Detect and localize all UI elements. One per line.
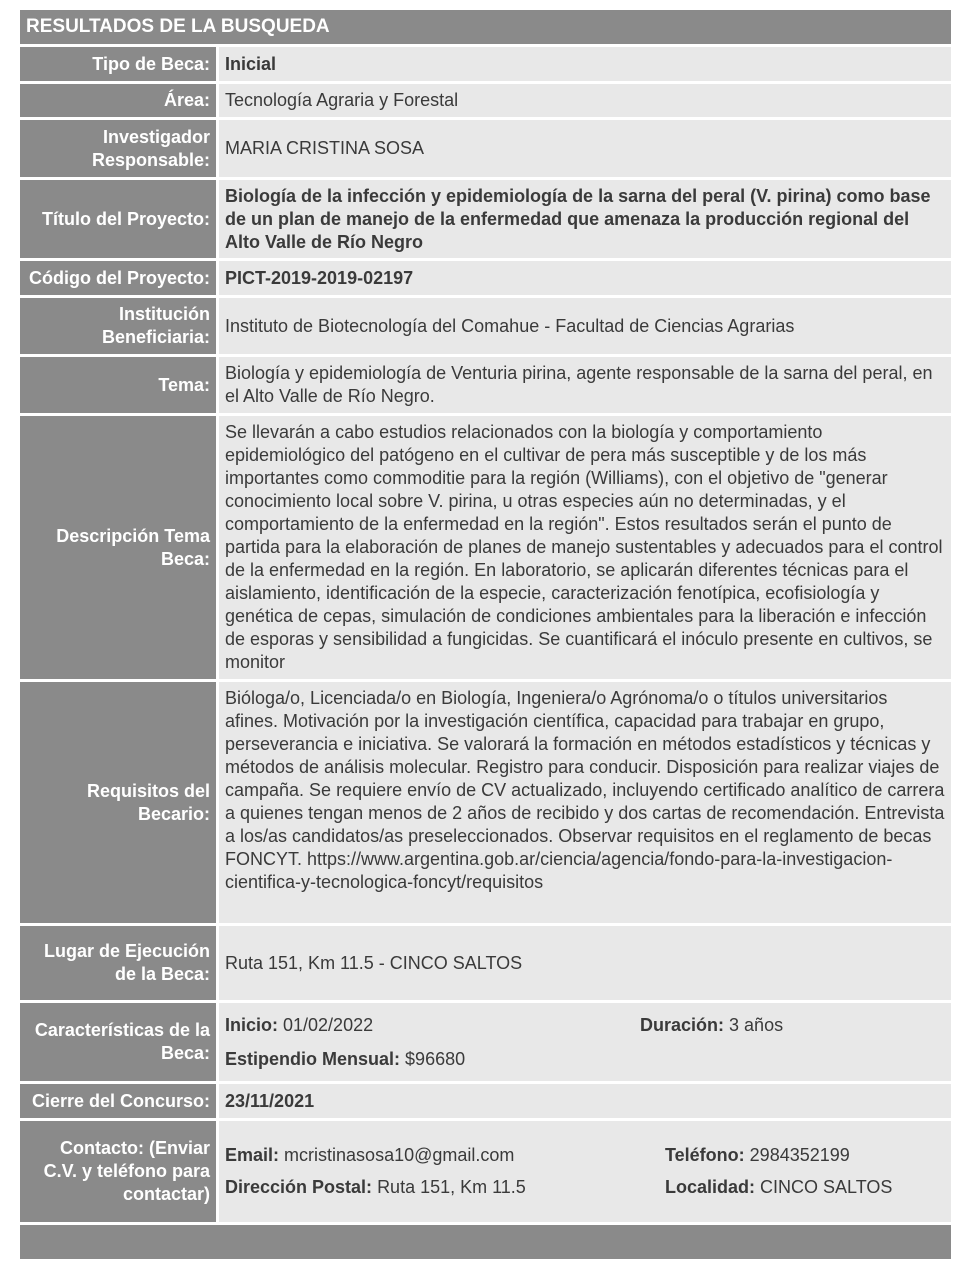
results-table	[20, 10, 951, 1259]
value-investigador: MARIA CRISTINA SOSA	[219, 120, 951, 177]
label-area: Área:	[20, 84, 216, 117]
inicio-key: Inicio:	[225, 1014, 278, 1035]
telefono-value: 2984352199	[749, 1145, 850, 1165]
value-area: Tecnología Agraria y Forestal	[219, 84, 951, 117]
value-descripcion: Se llevarán a cabo estudios relacionados con la biología y comportamiento epidemiológico del patógeno en el cultivar de pera más susceptible y de los más importantes como commoditie para la región (Williams), con el objetivo de "generar conocimiento local sobre V. pirina, u otras especies aún no determinadas, y el comportamiento de la enfermedad en la región". Estos resultados serán el punto de partida para la elaboración de planes de manejo sustentables y adecuados para el control de la enfermedad en la región. En laboratorio, se aplicarán diferentes técnicas para el aislamiento, identificación de la especie, caracterización fenotípica, ecofisiología y genética de cepas, simulación de condiciones ambientales para la liberación e infección de esporas y sensibilidad a fungicidas. Se cuantificará el inóculo presente en cultivos, se monitor	[219, 416, 951, 679]
value-lugar: Ruta 151, Km 11.5 - CINCO SALTOS	[219, 926, 951, 1000]
value-cierre: 23/11/2021	[219, 1084, 951, 1118]
row-lugar	[20, 926, 951, 1000]
row-titulo-proyecto	[20, 180, 951, 258]
row-contacto	[20, 1121, 951, 1222]
value-titulo-proyecto: Biología de la infección y epidemiología de la sarna del peral (V. pirina) como base de un plan de manejo de la enfermedad que amenaza la producción regional del Alto Valle de Río Negro	[219, 180, 951, 258]
label-requisitos: Requisitos del Becario:	[20, 682, 216, 923]
row-requisitos	[20, 682, 951, 923]
email-key: Email:	[225, 1145, 280, 1165]
direccion-field	[225, 1176, 665, 1199]
label-tema: Tema:	[20, 357, 216, 413]
value-caracteristicas	[219, 1003, 951, 1081]
value-tipo-beca: Inicial	[219, 47, 951, 81]
row-caracteristicas	[20, 1003, 951, 1081]
row-cierre	[20, 1084, 951, 1118]
value-contacto	[219, 1121, 951, 1222]
localidad-value: CINCO SALTOS	[760, 1177, 893, 1197]
estipendio-key: Estipendio Mensual:	[225, 1048, 401, 1069]
duracion-field	[640, 1014, 945, 1037]
label-institucion: Institución Beneficiaria:	[20, 298, 216, 354]
row-area	[20, 84, 951, 117]
label-cierre: Cierre del Concurso:	[20, 1084, 216, 1118]
estipendio-value: $96680	[405, 1048, 466, 1069]
row-codigo-proyecto	[20, 261, 951, 295]
label-caracteristicas: Características de la Beca:	[20, 1003, 216, 1081]
label-contacto: Contacto: (Enviar C.V. y teléfono para contactar)	[20, 1121, 216, 1222]
results-header: RESULTADOS DE LA BUSQUEDA	[20, 10, 951, 44]
row-tema	[20, 357, 951, 413]
row-investigador	[20, 120, 951, 177]
localidad-key: Localidad:	[665, 1177, 756, 1197]
row-descripcion	[20, 416, 951, 679]
row-tipo-beca	[20, 47, 951, 81]
label-investigador: Investigador Responsable:	[20, 120, 216, 177]
inicio-value: 01/02/2022	[283, 1014, 374, 1035]
value-institucion: Instituto de Biotecnología del Comahue - Facultad de Ciencias Agrarias	[219, 298, 951, 354]
value-codigo-proyecto: PICT-2019-2019-02197	[219, 261, 951, 295]
row-institucion	[20, 298, 951, 354]
telefono-key: Teléfono:	[665, 1145, 745, 1165]
localidad-field	[665, 1176, 945, 1199]
value-tema: Biología y epidemiología de Venturia pirina, agente responsable de la sarna del peral, en el Alto Valle de Río Negro.	[219, 357, 951, 413]
duracion-value: 3 años	[729, 1014, 784, 1035]
duracion-key: Duración:	[640, 1014, 725, 1035]
estipendio-field	[225, 1048, 640, 1071]
label-tipo-beca: Tipo de Beca:	[20, 47, 216, 81]
label-descripcion: Descripción Tema Beca:	[20, 416, 216, 679]
value-requisitos: Bióloga/o, Licenciada/o en Biología, Ingeniera/o Agrónoma/o o títulos universitarios afines. Motivación por la investigación científica, capacidad para trabajar en grupo, perseverancia e iniciativa. Se valorará la formación en métodos estadísticos y técnicas y métodos de análisis molecular. Registro para conducir. Disposición para realizar viajes de campaña. Se requiere envío de CV actualizado, incluyendo certificado analítico de carrera a quienes tengan menos de 2 años de recibido y dos cartas de recomendación. Entrevista a los/as candidatos/as preseleccionados. Observar requisitos en el reglamento de becas FONCYT. https://www.argentina.gob.ar/ciencia/agencia/fondo-para-la-investigacion-cientifica-y-tecnologica-foncyt/requisitos	[219, 682, 951, 923]
direccion-value: Ruta 151, Km 11.5	[377, 1177, 526, 1197]
label-codigo-proyecto: Código del Proyecto:	[20, 261, 216, 295]
label-lugar: Lugar de Ejecución de la Beca:	[20, 926, 216, 1000]
email-field	[225, 1144, 665, 1167]
direccion-key: Dirección Postal:	[225, 1177, 373, 1197]
email-value[interactable]: mcristinasosa10@gmail.com	[284, 1145, 515, 1165]
telefono-field	[665, 1144, 945, 1167]
inicio-field	[225, 1014, 640, 1037]
label-titulo-proyecto: Título del Proyecto:	[20, 180, 216, 258]
results-footer	[20, 1225, 951, 1259]
